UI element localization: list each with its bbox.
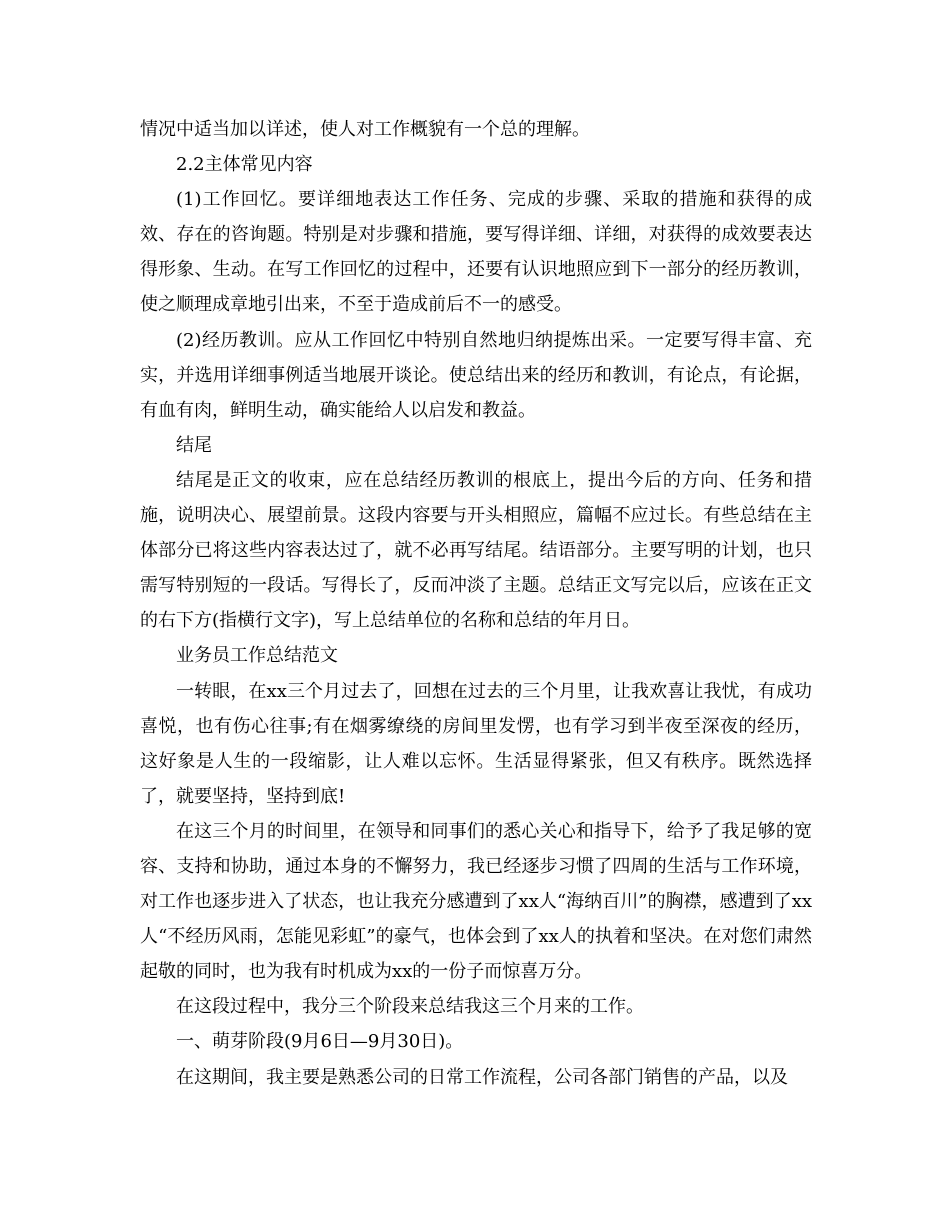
paragraph: 一转眼，在xx三个月过去了，回想在过去的三个月里，让我欢喜让我忧，有成功喜悦，也有伤心往事;有在烟雾缭绕的房间里发愣，也有学习到半夜至深夜的经历，这好象是人生的一段缩影，让人难以忘怀。生活显得紧张，但又有秩序。既然选择了，就要坚持，坚持到底! [140, 680, 812, 807]
paragraph: 在这段过程中，我分三个阶段来总结我这三个月来的工作。 [176, 996, 644, 1018]
section-heading: 一、萌芽阶段(9月6日—9月30日)。 [176, 1031, 464, 1053]
paragraph: 结尾是正文的收束，应在总结经历教训的根底上，提出今后的方向、任务和措施，说明决心、展望前景。这段内容要与开头相照应，篇幅不应过长。有些总结在主体部分已将这些内容表达过了，就不必再写结尾。结语部分。主要写明的计划，也只需写特别短的一段话。写得长了，反而冲淡了主题。总结正文写完以后，应该在正文的右下方(指横行文字)，写上总结单位的名称和总结的年月日。 [140, 469, 812, 632]
section-heading: 2.2主体常见内容 [176, 154, 313, 176]
paragraph: (1)工作回忆。要详细地表达工作任务、完成的步骤、采取的措施和获得的成效、存在的咨询题。特别是对步骤和措施，要写得详细、详细，对获得的成效要表达得形象、生动。在写工作回忆的过程中，还要有认识地照应到下一部分的经历教训，使之顺理成章地引出来，不至于造成前后不一的感受。 [140, 189, 812, 316]
section-heading: 结尾 [176, 434, 212, 456]
paragraph: 情况中适当加以详述，使人对工作概貌有一个总的理解。 [140, 119, 590, 140]
body-text [140, 112, 812, 1095]
paragraph: (2)经历教训。应从工作回忆中特别自然地归纳提炼出采。一定要写得丰富、充实，并选用详细事例适当地展开谈论。使总结出来的经历和教训，有论点，有论据，有血有肉，鲜明生动，确实能给人以启发和教益。 [140, 329, 812, 421]
section-heading: 业务员工作总结范文 [176, 645, 338, 667]
paragraph: 在这三个月的时间里，在领导和同事们的悉心关心和指导下，给予了我足够的宽容、支持和协助，通过本身的不懈努力，我已经逐步习惯了四周的生活与工作环境，对工作也逐步进入了状态，也让我充分感遭到了xx人“海纳百川”的胸襟，感遭到了xx人“不经历风雨，怎能见彩虹”的豪气，也体会到了xx人的执着和坚决。在对您们肃然起敬的同时，也为我有时机成为xx的一份子而惊喜万分。 [140, 820, 812, 983]
paragraph: 在这期间，我主要是熟悉公司的日常工作流程，公司各部门销售的产品，以及 [176, 1066, 788, 1088]
